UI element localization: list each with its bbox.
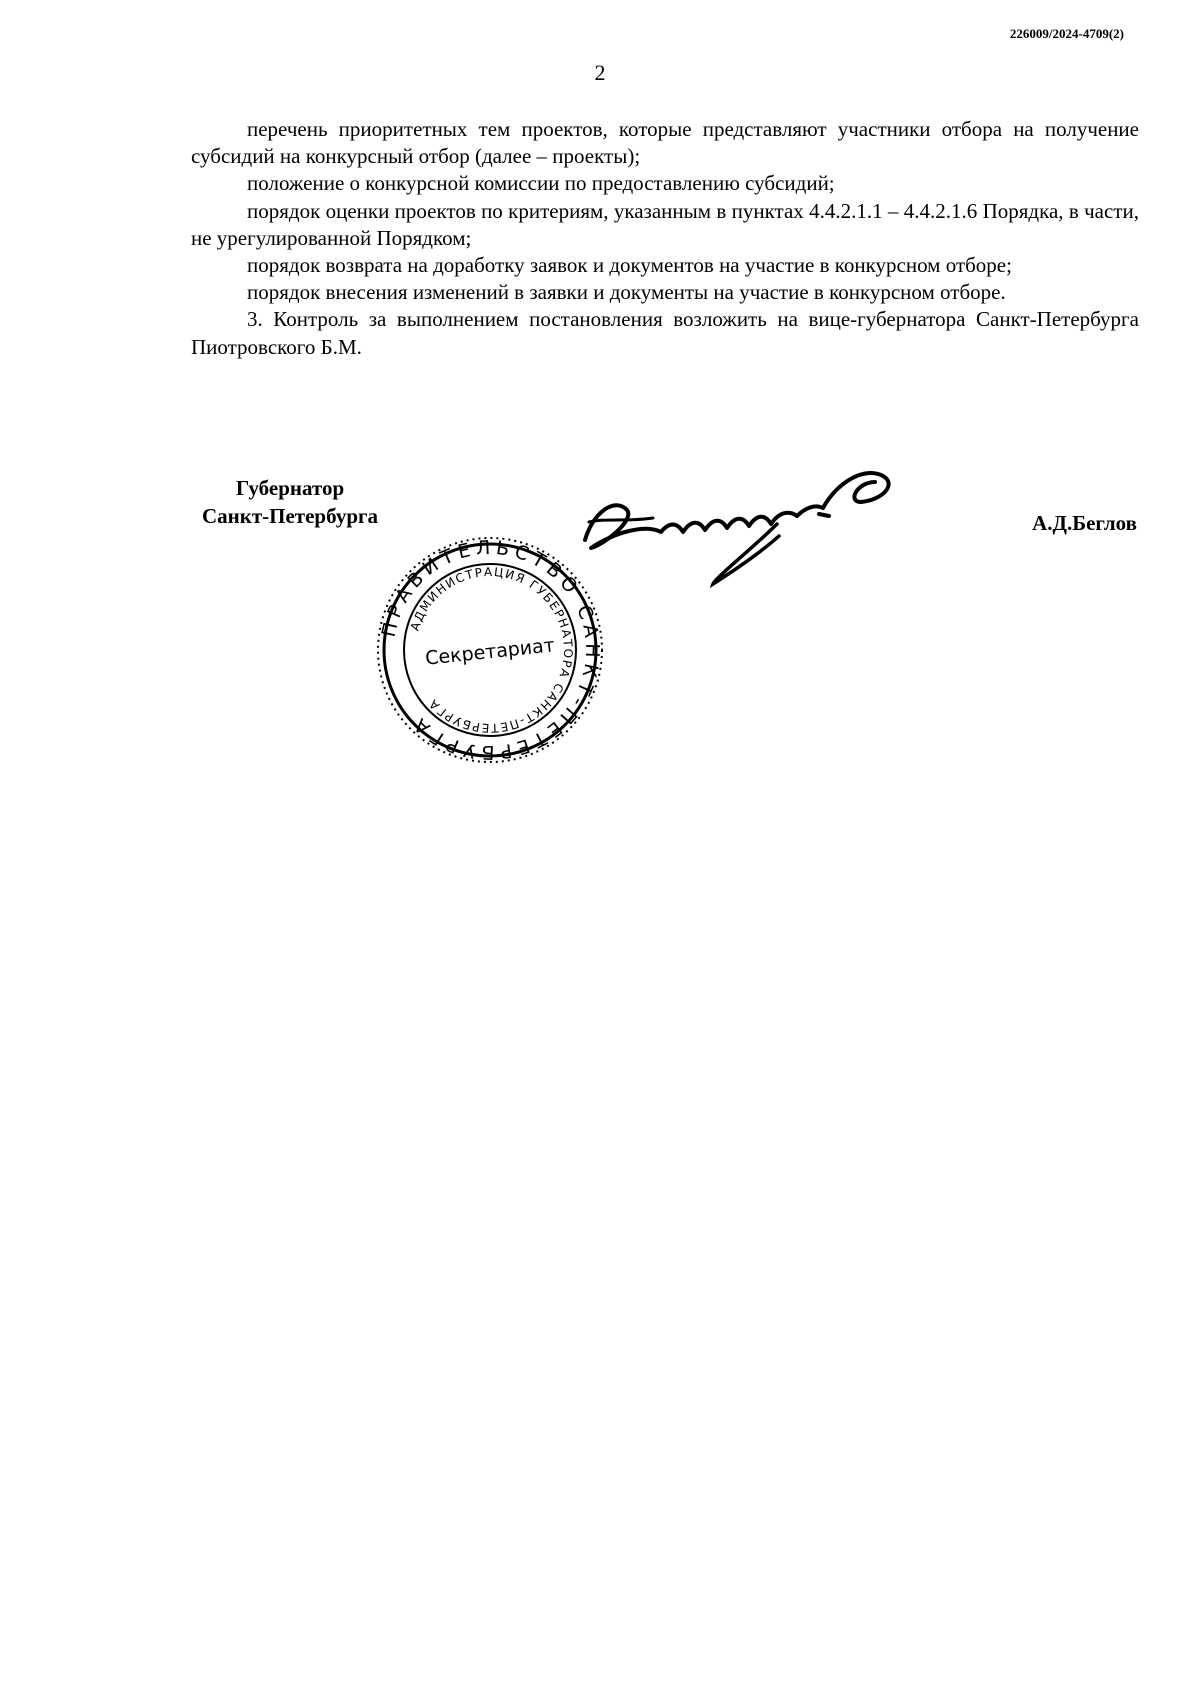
signatory-title: [185, 474, 395, 530]
paragraph-control: 3. Контроль за выполнением постановления возложить на вице-губернатора Санкт-Петербурга Пиотровского Б.М.: [191, 307, 1139, 359]
seal-center-text: Секретариат: [424, 634, 556, 670]
document-body: [191, 116, 1139, 361]
signatory-title-line-2: Санкт-Петербурга: [201, 504, 379, 528]
signatory-title-line-1: Губернатор: [235, 476, 345, 500]
paragraph-commission: положение о конкурсной комиссии по предоставлению субсидий;: [247, 171, 835, 196]
paragraph-evaluation: порядок оценки проектов по критериям, указанным в пунктах 4.4.2.1.1 – 4.4.2.1.6 Порядка, в части, не урегулированной Порядком;: [191, 198, 1139, 250]
signatory-name: А.Д.Беглов: [1032, 511, 1137, 535]
seal-inner-ring-text: АДМИНИСТРАЦИЯ ГУБЕРНАТОРА САНКТ-ПЕТЕРБУРГА: [407, 564, 576, 736]
paragraph-return: порядок возврата на доработку заявок и документов на участие в конкурсном отборе;: [247, 253, 1012, 278]
handwritten-signature: [565, 452, 925, 592]
document-registration-number: 226009/2024-4709(2): [1009, 26, 1124, 41]
official-seal: [375, 530, 605, 770]
seal-outer-ring-text: ПРАВИТЕЛЬСТВО САНКТ-ПЕТЕРБУРГА: [377, 536, 604, 764]
page-number: 2: [594, 60, 606, 85]
paragraph-priority-topics: перечень приоритетных тем проектов, которые представляют участники отбора на получение субсидий на конкурсный отбор (далее – проекты);: [191, 117, 1139, 169]
paragraph-amendments: порядок внесения изменений в заявки и документы на участие в конкурсном отборе.: [247, 280, 1006, 305]
